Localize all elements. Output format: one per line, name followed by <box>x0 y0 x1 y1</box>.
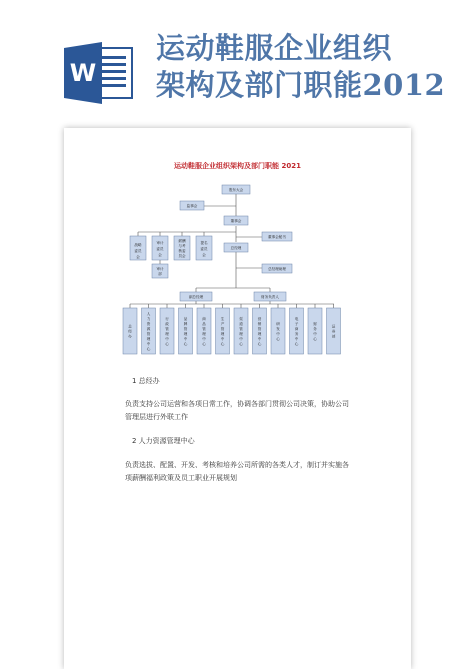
department-label-char: 管 <box>202 327 206 331</box>
svg-text:与考: 与考 <box>178 244 186 248</box>
org-supervisors: 监事会 <box>186 204 198 208</box>
department-label-char: 办 <box>128 334 132 339</box>
department-label-char: 管 <box>146 332 151 336</box>
department-label-char: 中 <box>313 332 317 336</box>
department-label-char: 财 <box>313 322 317 326</box>
department-label-char: 中 <box>257 337 262 341</box>
department-label-char: 中 <box>294 337 299 341</box>
department-label-char: 管 <box>239 327 243 331</box>
svg-text:员会: 员会 <box>178 254 186 258</box>
department-label-char: 研 <box>276 322 280 326</box>
department-label-char: 管 <box>220 327 225 331</box>
department-label-char: 营 <box>257 317 262 321</box>
department-label-char: 理 <box>165 332 169 336</box>
department-label-char: 品 <box>202 322 206 326</box>
svg-text:提名: 提名 <box>200 241 208 245</box>
department-box <box>271 308 285 354</box>
department-box <box>253 308 267 354</box>
department-label-char: 理 <box>220 332 225 336</box>
department-label-char: 源 <box>146 327 151 331</box>
department-label-char: 理 <box>202 332 206 336</box>
department-label-char: 心 <box>146 347 151 351</box>
department-label-char: 资 <box>146 322 151 326</box>
word-document-icon <box>64 42 138 104</box>
org-vp: 副总经理 <box>188 295 204 299</box>
section-heading-1: 1 总经办 <box>132 377 160 385</box>
svg-text:委员: 委员 <box>134 249 142 253</box>
department-label-char: 证 <box>331 324 336 329</box>
department-label-char: 中 <box>276 332 280 336</box>
section-body-2: 负责选拔、配置、开发、考核和培养公司所需的各类人才，制订并实施各项薪酬福利政策及员工职业开展规划 <box>125 461 349 482</box>
department-label-char: 心 <box>276 337 280 341</box>
svg-text:委员: 委员 <box>156 247 164 251</box>
department-box <box>216 308 230 354</box>
department-box <box>179 308 193 354</box>
department-label-char: 理 <box>239 332 243 336</box>
department-label-char: 子 <box>294 322 299 326</box>
department-label-char: 心 <box>165 342 169 346</box>
department-label-char: 商 <box>202 317 206 321</box>
svg-text:委员: 委员 <box>200 247 208 251</box>
department-label-char: 品 <box>183 317 188 321</box>
department-label-char: 理 <box>183 332 188 336</box>
department-label-char: 行 <box>165 317 169 321</box>
department-label-char: 政 <box>165 322 169 326</box>
svg-text:会: 会 <box>202 253 206 257</box>
department-box <box>308 308 322 354</box>
org-chart <box>120 180 360 360</box>
svg-text:会: 会 <box>136 255 140 259</box>
section-heading-2: 2 人力资源管理中心 <box>132 437 195 445</box>
department-label-char: 牌 <box>183 322 188 326</box>
org-board-office: 董事会秘书 <box>268 235 286 239</box>
org-cfo: 财务负责人 <box>261 295 279 299</box>
svg-text:核委: 核委 <box>178 249 186 253</box>
chart-title: 运动鞋服企业组织架构及部门职能 2021 <box>174 162 301 170</box>
department-label-char: 部 <box>331 334 336 339</box>
department-label-char: 管 <box>257 327 262 331</box>
department-label-char: 产 <box>220 322 225 326</box>
department-box <box>234 308 248 354</box>
svg-text:部: 部 <box>158 272 162 276</box>
department-label-char: 力 <box>146 317 151 321</box>
department-label-char: 心 <box>183 342 188 346</box>
department-label-char: 生 <box>220 317 225 321</box>
svg-text:审计: 审计 <box>156 267 164 271</box>
department-label-char: 心 <box>239 342 243 346</box>
org-ceo: 总经理 <box>230 246 242 250</box>
department-label-char: 心 <box>313 337 317 341</box>
department-box <box>160 308 174 354</box>
department-box <box>197 308 211 354</box>
department-label-char: 理 <box>257 332 262 336</box>
section-body-1: 负责支持公司运营和各项日常工作，协调各部门贯彻公司决策，协助公司管理层进行外联工作 <box>125 400 349 421</box>
department-label-char: 发 <box>276 327 280 331</box>
svg-text:会: 会 <box>158 253 162 257</box>
department-label-char: 心 <box>220 342 225 346</box>
svg-text:薪酬: 薪酬 <box>178 239 186 243</box>
department-label-char: 中 <box>146 342 151 346</box>
document-page <box>64 128 411 669</box>
department-box <box>290 308 304 354</box>
svg-text:W: W <box>69 59 97 87</box>
department-label-char: 中 <box>183 337 188 341</box>
department-label-char: 经 <box>128 329 132 334</box>
department-label-char: 商 <box>294 327 299 331</box>
org-ceo-assistant: 总经理助理 <box>268 267 286 271</box>
department-label-char: 中 <box>239 337 243 341</box>
department-label-char: 渠 <box>239 317 243 321</box>
department-label-char: 心 <box>257 342 262 346</box>
org-board: 董事会 <box>230 219 242 223</box>
org-top: 股东大会 <box>228 188 244 192</box>
department-label-char: 人 <box>146 312 151 316</box>
page-title <box>156 30 445 104</box>
department-label-char: 总 <box>128 324 132 329</box>
department-label-char: 心 <box>202 342 206 346</box>
department-label-char: 务 <box>294 332 299 336</box>
department-label-char: 电 <box>294 317 299 321</box>
department-label-char: 道 <box>239 322 243 326</box>
department-label-char: 券 <box>331 329 336 334</box>
department-label-char: 中 <box>202 337 206 341</box>
department-label-char: 管 <box>165 327 169 331</box>
svg-text:审计: 审计 <box>156 241 164 245</box>
department-label-char: 中 <box>220 337 225 341</box>
department-label-char: 理 <box>146 337 151 341</box>
department-label-char: 务 <box>313 327 317 331</box>
svg-text:战略: 战略 <box>134 243 142 247</box>
department-label-char: 管 <box>183 327 188 331</box>
department-label-char: 中 <box>165 337 169 341</box>
title-line-1: 运动鞋服企业组织 <box>156 31 393 65</box>
department-label-char: 心 <box>294 342 299 346</box>
title-line-2: 架构及部门职能2012 <box>156 68 446 102</box>
department-label-char: 销 <box>257 322 262 326</box>
